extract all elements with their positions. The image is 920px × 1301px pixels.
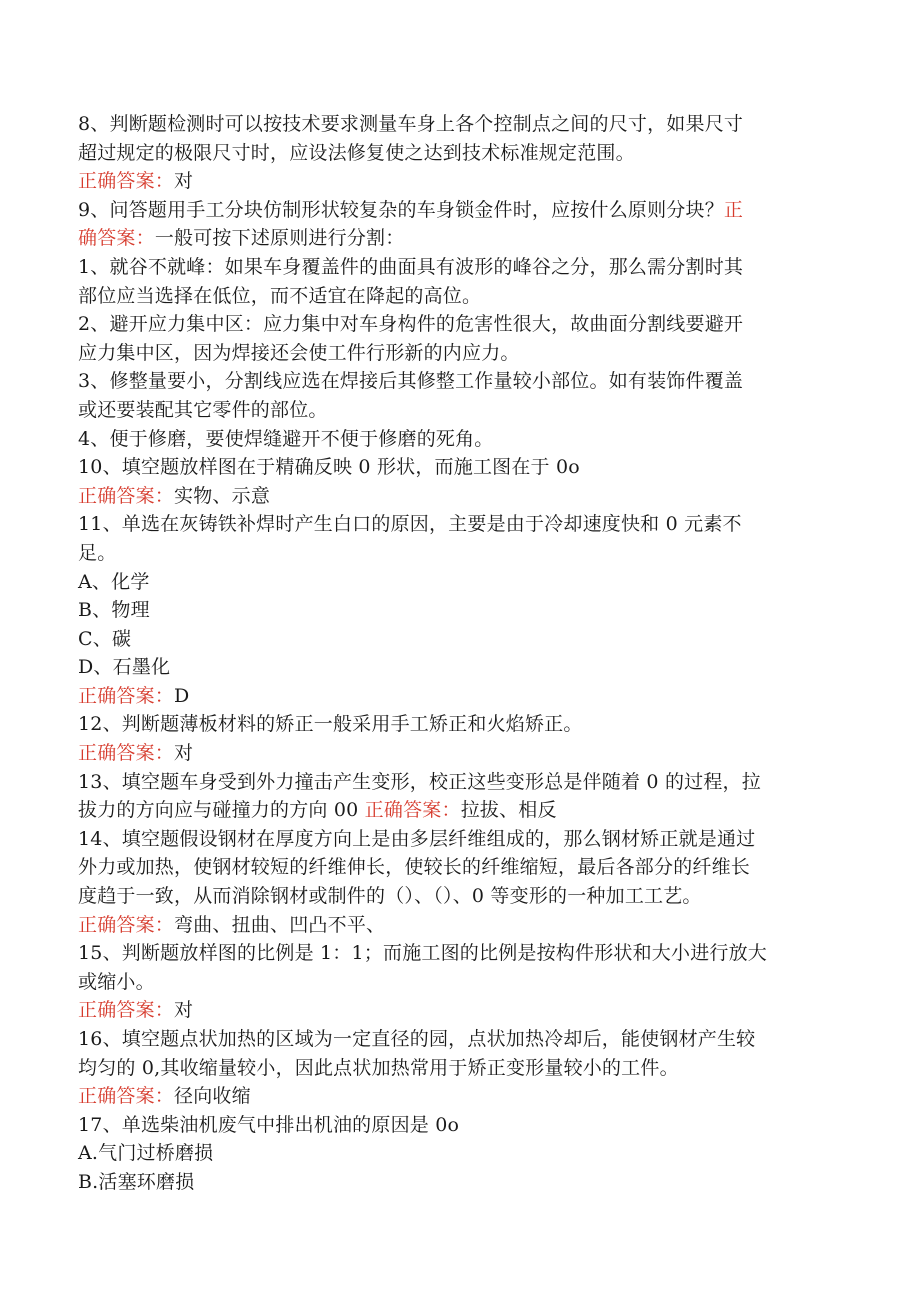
text-line — [78, 196, 848, 225]
line-text: B、物理 — [78, 599, 150, 622]
text-line — [78, 482, 848, 511]
line-text: 对 — [174, 999, 194, 1022]
line-text: 10、填空题放样图在于精确反映 0 形状，而施工图在于 0o — [78, 456, 580, 479]
answer-label: 正确答案： — [78, 999, 175, 1022]
text-line — [78, 739, 848, 768]
text-line — [78, 825, 848, 854]
line-text: 外力或加热，使钢材较短的纤维伸长，使较长的纤维缩短，最后各部分的纤维长 — [78, 856, 751, 879]
text-line — [78, 625, 848, 654]
text-line — [78, 110, 848, 139]
line-text: 度趋于一致，从而消除钢材或制件的（）、（）、0 等变形的一种加工工艺。 — [78, 885, 702, 908]
text-line — [78, 167, 848, 196]
answer-label: 正确答案： — [78, 913, 175, 936]
line-text: D — [174, 684, 190, 707]
line-text: 径向收缩 — [174, 1085, 251, 1108]
line-text: 3、修整量要小，分割线应选在焊接后其修整工作量较小部位。如有装饰件覆盖 — [78, 370, 744, 393]
text-line — [78, 1054, 848, 1083]
text-line — [78, 139, 848, 168]
line-text: 或缩小。 — [78, 970, 155, 993]
text-line — [78, 224, 848, 253]
line-text: A.气门过桥磨损 — [78, 1142, 214, 1165]
document-body — [78, 110, 848, 1197]
answer-label: 正确答案： — [78, 742, 175, 765]
text-line — [78, 939, 848, 968]
line-text: 17、单选柴油机废气中排出机油的原因是 0o — [78, 1113, 460, 1136]
line-text: 实物、示意 — [174, 484, 271, 507]
text-line — [78, 682, 848, 711]
text-line — [78, 596, 848, 625]
line-text: 足。 — [78, 541, 117, 564]
line-text: D、石墨化 — [78, 656, 171, 679]
line-text: 拉拔、相反 — [460, 799, 557, 822]
text-line — [78, 367, 848, 396]
line-text: 4、便于修磨，要使焊缝避开不便于修磨的死角。 — [78, 427, 494, 450]
answer-label: 正 — [723, 198, 744, 221]
line-text: 1、就谷不就峰：如果车身覆盖件的曲面具有波形的峰谷之分，那么需分割时其 — [78, 255, 744, 278]
line-text: 14、填空题假设钢材在厚度方向上是由多层纤维组成的，那么钢材矫正就是通过 — [78, 827, 756, 850]
text-line — [78, 253, 848, 282]
text-line — [78, 1082, 848, 1111]
line-text: 11、单选在灰铸铁补焊时产生白口的原因，主要是由于冷却速度快和 0 元素不 — [78, 513, 742, 536]
line-text: 弯曲、扭曲、凹凸不平、 — [174, 913, 386, 936]
text-line — [78, 1139, 848, 1168]
text-line — [78, 282, 848, 311]
line-text: C、碳 — [78, 627, 132, 650]
line-text: B.活塞环磨损 — [78, 1170, 195, 1193]
line-text: 12、判断题薄板材料的矫正一般采用手工矫正和火焰矫正。 — [78, 713, 583, 736]
line-text: 13、填空题车身受到外力撞击产生变形，校正这些变形总是伴随着 0 的过程，拉 — [78, 770, 761, 793]
line-text: 拔力的方向应与碰撞力的方向 00 — [78, 799, 365, 822]
text-line — [78, 853, 848, 882]
line-text: 均匀的 0,其收缩量较小，因此点状加热常用于矫正变形量较小的工件。 — [78, 1056, 679, 1079]
text-line — [78, 653, 848, 682]
text-line — [78, 996, 848, 1025]
line-text: 部位应当选择在低位，而不适宜在降起的高位。 — [78, 284, 482, 307]
line-text: 对 — [174, 170, 194, 193]
text-line — [78, 968, 848, 997]
text-line — [78, 710, 848, 739]
answer-label: 正确答案： — [364, 799, 461, 822]
text-line — [78, 510, 848, 539]
text-line — [78, 882, 848, 911]
text-line — [78, 310, 848, 339]
text-line — [78, 1111, 848, 1140]
line-text: 一般可按下述原则进行分割： — [154, 227, 405, 250]
line-text: 或还要装配其它零件的部位。 — [78, 398, 328, 421]
text-line — [78, 796, 848, 825]
text-line — [78, 396, 848, 425]
text-line — [78, 425, 848, 454]
text-line — [78, 539, 848, 568]
line-text: 15、判断题放样图的比例是 1：1；而施工图的比例是按构件形状和大小进行放大 — [78, 942, 767, 965]
line-text: 9、问答题用手工分块仿制形状较复杂的车身锁金件时，应按什么原则分块？ — [78, 198, 724, 221]
answer-label: 正确答案： — [78, 484, 175, 507]
answer-label: 正确答案： — [78, 170, 175, 193]
answer-label: 正确答案： — [78, 684, 175, 707]
line-text: 应力集中区，因为焊接还会使工件行形新的内应力。 — [78, 341, 520, 364]
line-text: 2、避开应力集中区：应力集中对车身构件的危害性很大，故曲面分割线要避开 — [78, 313, 744, 336]
text-line — [78, 339, 848, 368]
text-line — [78, 453, 848, 482]
answer-label: 正确答案： — [78, 1085, 175, 1108]
text-line — [78, 568, 848, 597]
line-text: 8、判断题检测时可以按技术要求测量车身上各个控制点之间的尺寸，如果尺寸 — [78, 113, 744, 135]
line-text: 对 — [174, 742, 194, 765]
answer-label: 确答案： — [78, 227, 155, 250]
line-text: 16、填空题点状加热的区域为一定直径的园，点状加热冷却后，能使钢材产生较 — [78, 1028, 756, 1050]
text-line — [78, 1168, 848, 1197]
text-line — [78, 768, 848, 797]
line-text: A、化学 — [78, 570, 150, 593]
text-line — [78, 1025, 848, 1054]
line-text: 超过规定的极限尺寸时，应设法修复使之达到技术标准规定范围。 — [78, 141, 635, 164]
text-line — [78, 911, 848, 940]
